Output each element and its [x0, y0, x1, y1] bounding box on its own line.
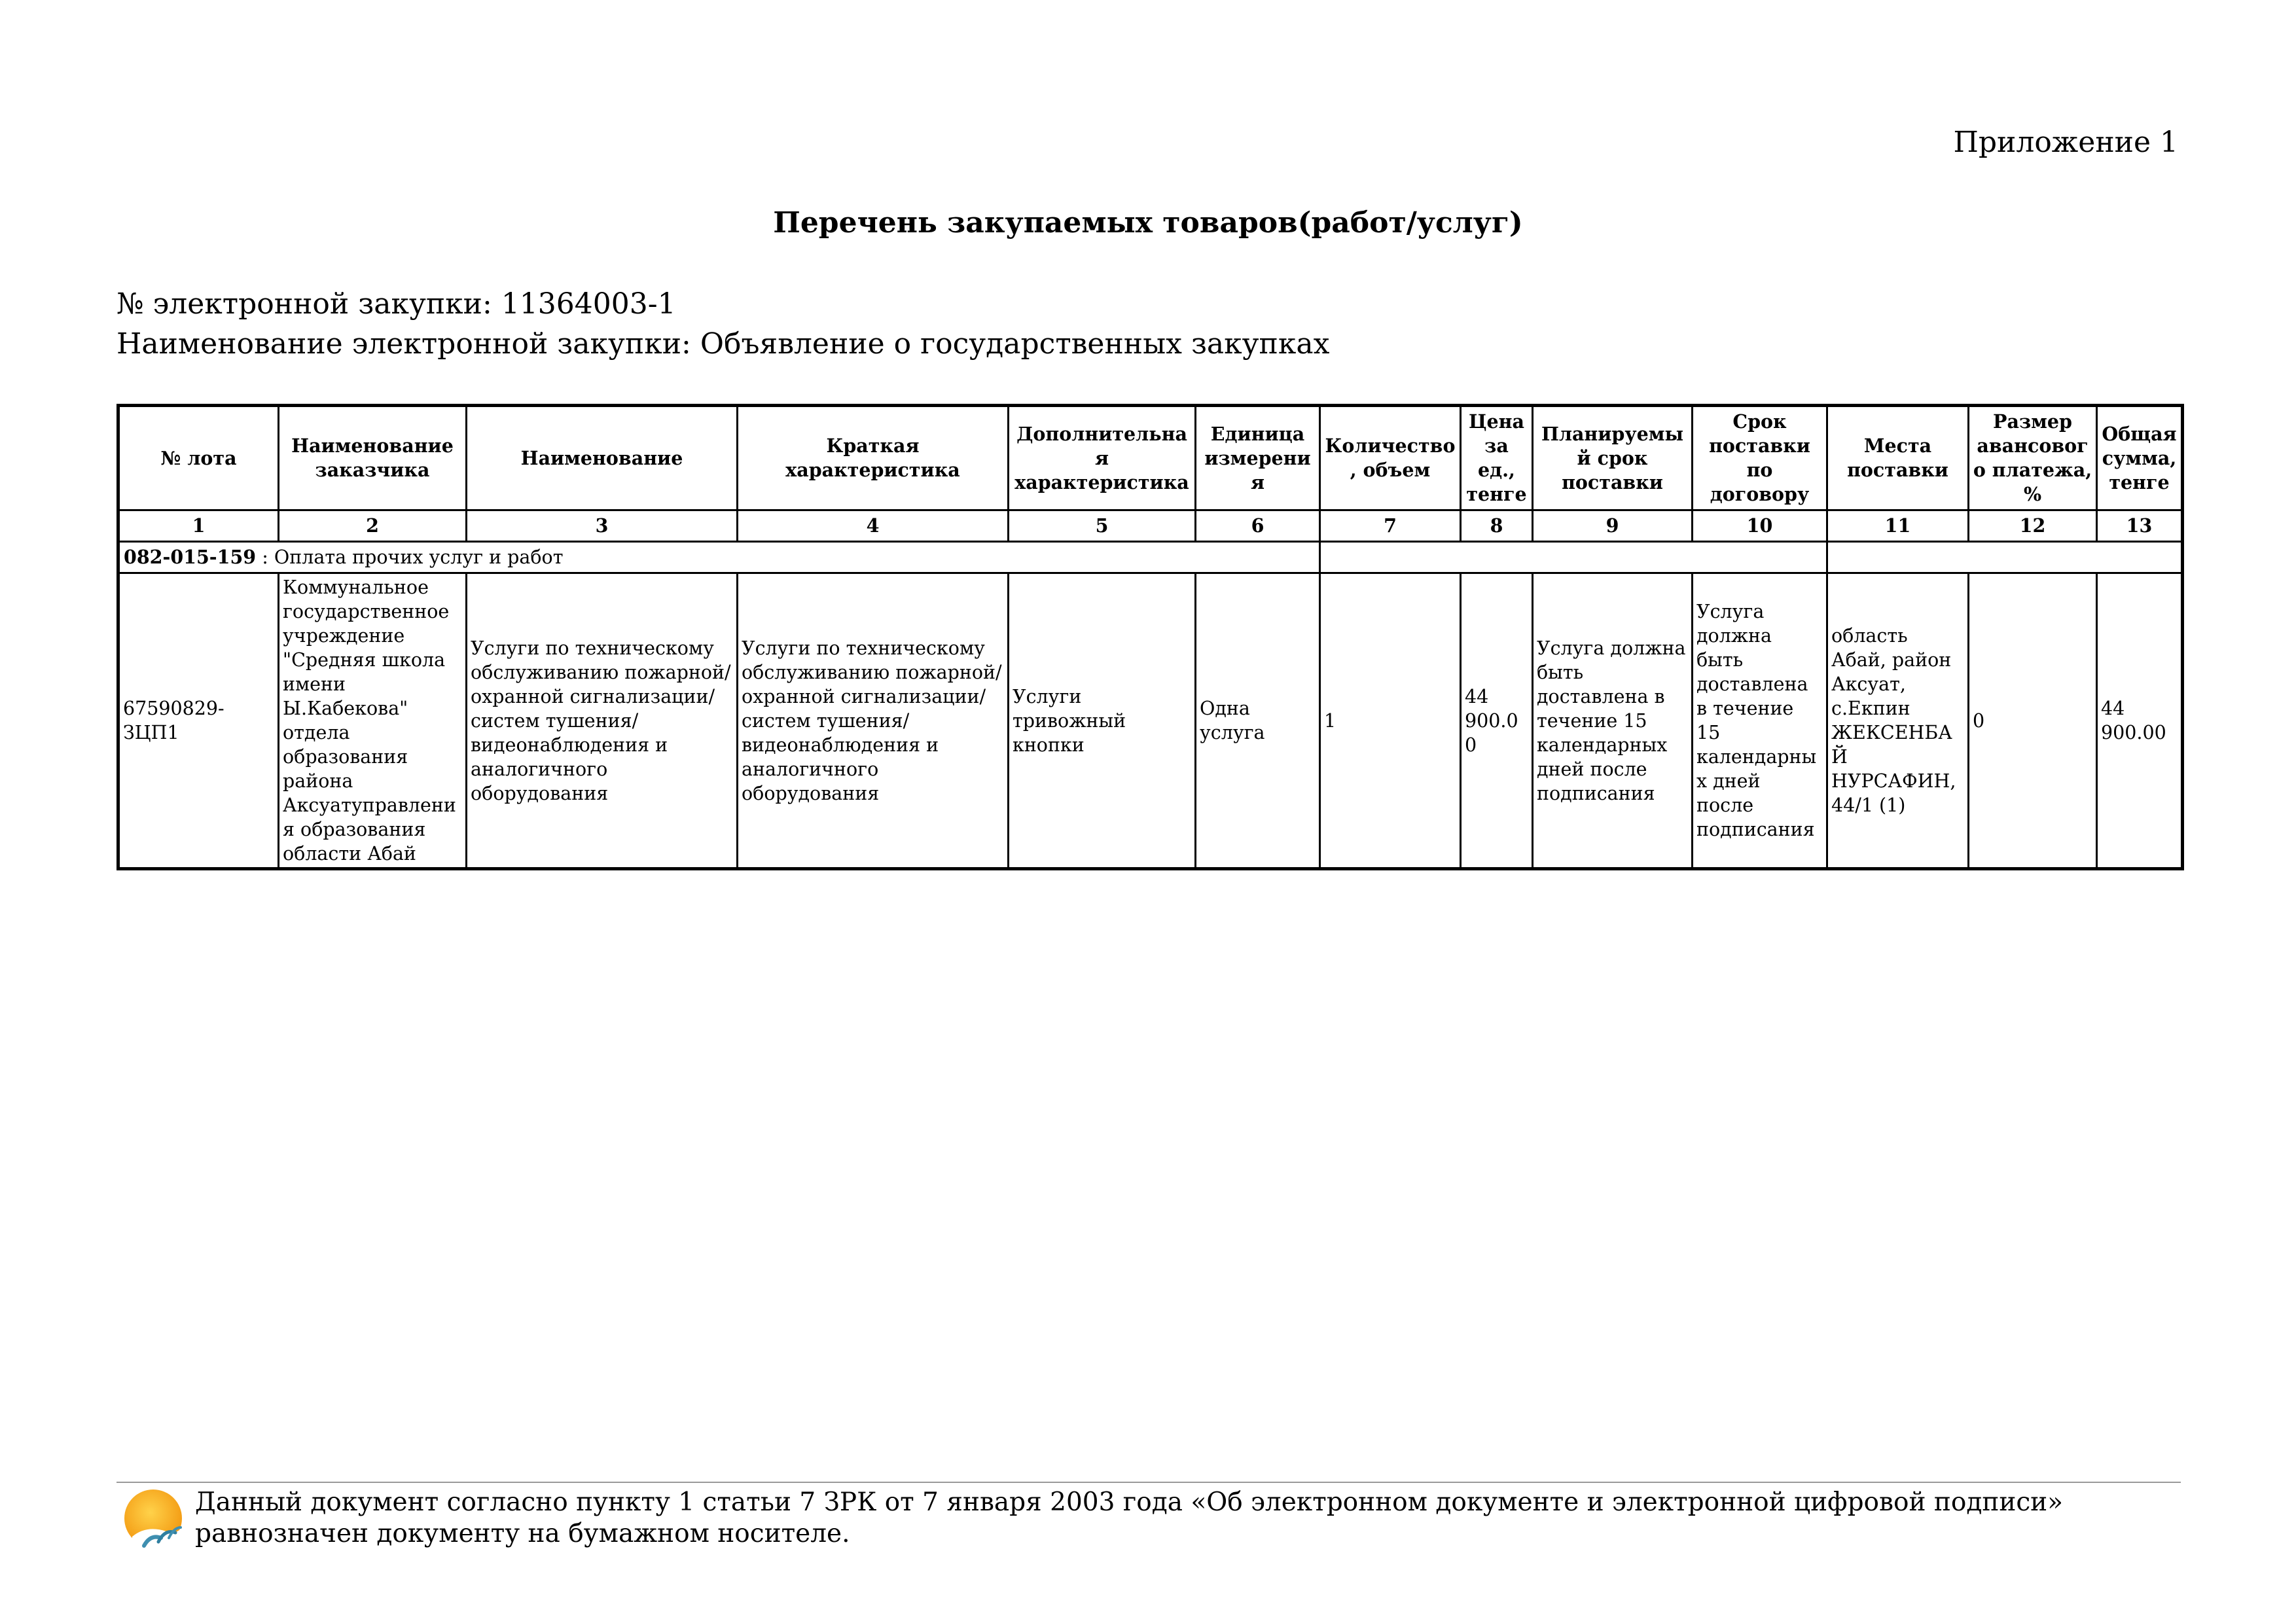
column-number: 2 — [279, 510, 467, 542]
header-additional-description: Дополнительная характеристика — [1009, 406, 1196, 510]
cell-planned-delivery: Услуга должна быть доставлена в течение 15 календарных дней после подписания — [1533, 573, 1693, 869]
cell-name: Услуги по техническому обслуживанию пожарной/охранной сигнализации/систем тушения/видеонаблюдения и аналогичного оборудования — [467, 573, 738, 869]
budget-group-cell — [118, 542, 1320, 573]
document-title: Перечень закупаемых товаров(работ/услуг) — [773, 206, 1523, 240]
header-short-description: Краткая характеристика — [738, 406, 1009, 510]
header-total-amount: Общая сумма, тенге — [2097, 406, 2183, 510]
cell-advance-percent: 0 — [1969, 573, 2097, 869]
egov-sun-logo-icon — [120, 1486, 186, 1551]
cell-customer: Коммунальное государственное учреждение "Средняя школа имени Ы.Кабекова" отдела образования района Аксуатуправления образования области Абай — [279, 573, 467, 869]
cell-short-description: Услуги по техническому обслуживанию пожарной/охранной сигнализации/систем тушения/видеонаблюдения и аналогичного оборудования — [738, 573, 1009, 869]
header-advance-percent: Размер авансового платежа, % — [1969, 406, 2097, 510]
header-contract-delivery: Срок поставки по договору — [1693, 406, 1827, 510]
procurement-name-value: Объявление о государственных закупках — [700, 327, 1330, 361]
column-number: 5 — [1009, 510, 1196, 542]
procurement-number — [117, 286, 676, 323]
header-delivery-place: Места поставки — [1827, 406, 1969, 510]
column-number: 13 — [2097, 510, 2183, 542]
budget-group-row — [118, 542, 2183, 573]
group-empty-cell — [1320, 542, 1827, 573]
procurement-name-label: Наименование электронной закупки: — [117, 327, 691, 361]
column-number: 7 — [1320, 510, 1461, 542]
column-number-row — [118, 510, 2183, 542]
column-number: 11 — [1827, 510, 1969, 542]
cell-additional-description: Услуги тривожный кнопки — [1009, 573, 1196, 869]
procurement-name — [117, 326, 1329, 363]
budget-description: : Оплата прочих услуг и работ — [262, 546, 564, 568]
column-number: 9 — [1533, 510, 1693, 542]
column-number: 3 — [467, 510, 738, 542]
column-number: 6 — [1196, 510, 1320, 542]
column-number: 4 — [738, 510, 1009, 542]
header-unit: Единица измерения — [1196, 406, 1320, 510]
cell-unit-price: 44 900.00 — [1461, 573, 1533, 869]
budget-code: 082-015-159 — [124, 546, 257, 568]
footer-legal-notice: Данный документ согласно пункту 1 статьи 7 ЗРК от 7 января 2003 года «Об электронном документе и электронной цифровой подписи» равнозначен документу на бумажном носителе. — [195, 1488, 2064, 1548]
column-number: 12 — [1969, 510, 2097, 542]
table-header-row — [118, 406, 2183, 510]
cell-lot-number: 67590829-ЗЦП1 — [118, 573, 279, 869]
column-number: 1 — [118, 510, 279, 542]
header-name: Наименование — [467, 406, 738, 510]
procurement-number-value: 11364003-1 — [501, 287, 676, 321]
table-row — [118, 573, 2183, 869]
egov-sun-logo-icon — [120, 1486, 186, 1551]
cell-delivery-place: область Абай, район Аксуат, с.Екпин ЖЕКСЕНБАЙ НУРСАФИН, 44/1 (1) — [1827, 573, 1969, 869]
footer-divider — [117, 1482, 2181, 1483]
cell-total-amount: 44 900.00 — [2097, 573, 2183, 869]
cell-contract-delivery: Услуга должна быть доставлена в течение 15 календарных дней после подписания — [1693, 573, 1827, 869]
header-unit-price: Цена за ед., тенге — [1461, 406, 1533, 510]
group-empty-cell — [1827, 542, 2183, 573]
header-quantity: Количество, объем — [1320, 406, 1461, 510]
appendix-label: Приложение 1 — [1953, 126, 2178, 159]
column-number: 8 — [1461, 510, 1533, 542]
procurement-items-table — [117, 404, 2184, 870]
header-planned-delivery: Планируемый срок поставки — [1533, 406, 1693, 510]
cell-unit: Одна услуга — [1196, 573, 1320, 869]
column-number: 10 — [1693, 510, 1827, 542]
header-customer: Наименование заказчика — [279, 406, 467, 510]
procurement-number-label: № электронной закупки: — [117, 287, 492, 321]
cell-quantity: 1 — [1320, 573, 1461, 869]
header-lot-number: № лота — [118, 406, 279, 510]
